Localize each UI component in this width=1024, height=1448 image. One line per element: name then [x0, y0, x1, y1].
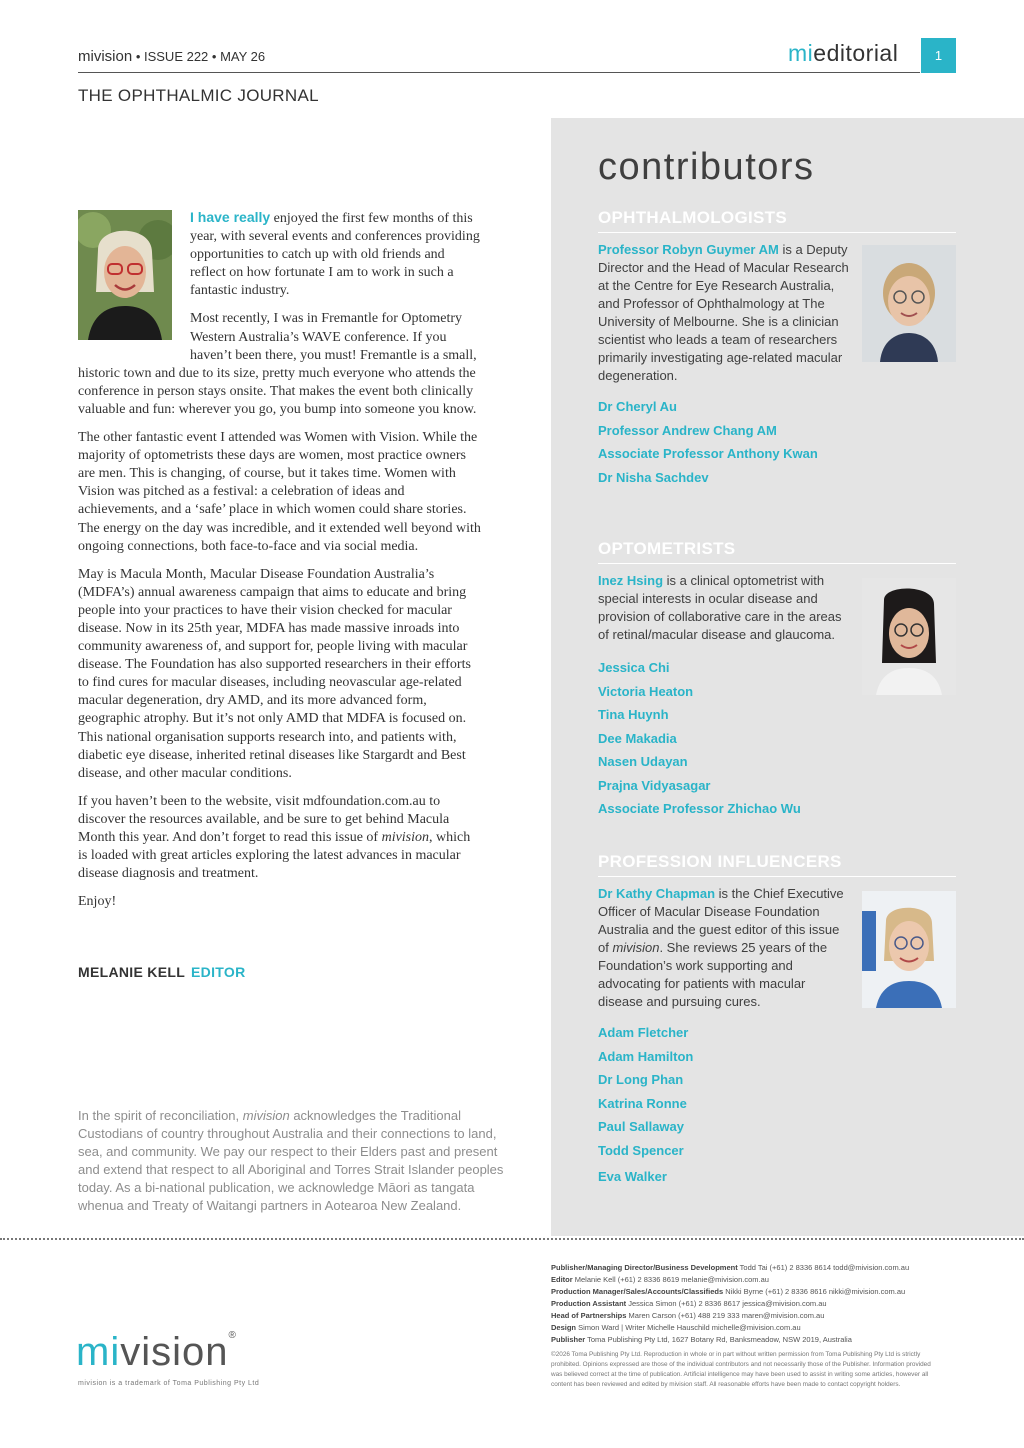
issue-line [78, 48, 265, 65]
journal-name: THE OPHTHALMIC JOURNAL [78, 86, 319, 105]
credit-detail: Jessica Simon (+61) 2 8336 8617 jessica@mivision.com.au [628, 1299, 827, 1308]
paragraph-text: enjoyed the first few months of this year, with several events and conferences providing opportunities to catch up with old friends and reflect on how fortunate I am to work in such a fantastic industry. [190, 211, 480, 299]
contributor-name: Paul Sallaway [598, 1119, 684, 1134]
lead-bio-title: mivision [612, 940, 660, 955]
credit-line [551, 1310, 951, 1322]
lead-bio [598, 572, 850, 644]
section-heading: OPTOMETRISTS [598, 539, 956, 564]
credit-detail: Maren Carson (+61) 488 219 333 maren@mivision.com.au [628, 1311, 825, 1320]
lead-name: Dr Kathy Chapman [598, 886, 716, 901]
lead-in: I have really [190, 209, 271, 225]
paragraph: Enjoy! [78, 894, 117, 910]
portrait-photo-inez-hsing [862, 578, 956, 695]
paragraph-text: , which is loaded with great articles exploring the latest advances in macular disease diagnosis and treatment. [78, 830, 471, 882]
contributor-name: Associate Professor Anthony Kwan [598, 446, 818, 461]
section-title [788, 40, 898, 67]
contributor-name: Dee Makadia [598, 730, 677, 746]
contributor-name: Dr Long Phan [598, 1072, 684, 1087]
credit-detail: Melanie Kell (+61) 2 8336 8619 melanie@mivision.com.au [574, 1275, 769, 1284]
mivision-logo [76, 1330, 237, 1375]
credit-role: Head of Partnerships [551, 1311, 627, 1320]
legal-notice: ©2026 Toma Publishing Pty Ltd. Reproduction in whole or in part without written permission from Toma Publishing Pty Ltd is strictly prohibited. Opinions expressed are those of the individual contributors and not necessarily those of the Publisher. Information provided was believed correct at the time of publication. Artificial intelligence may have been used to assist in writing some articles, however all content has been reviewed and edited by mivision staff. All reasonable efforts have been made to contact copyright holders. [551, 1351, 931, 1388]
portrait-photo-robyn-guymer [862, 245, 956, 362]
editor-signature [78, 964, 245, 980]
section-heading: OPHTHALMOLOGISTS [598, 208, 956, 233]
credit-detail: Todd Tai (+61) 2 8336 8614 todd@mivision.com.au [739, 1263, 910, 1272]
credit-role: Production Manager/Sales/Accounts/Classifieds [551, 1287, 724, 1296]
credit-detail: Nikki Byrne (+61) 2 8336 8616 nikki@mivision.com.au [725, 1287, 906, 1296]
section-heading: PROFESSION INFLUENCERS [598, 852, 956, 877]
page-number: 1 [921, 38, 956, 73]
contributor-list [598, 395, 956, 489]
lead-name: Inez Hsing [598, 573, 664, 588]
contributor-name: Todd Spencer [598, 1142, 684, 1158]
lead-contributor [598, 885, 956, 1011]
lead-bio-text: . She reviews 25 years of the Foundation’s work supporting and advocating for patients with macular disease and pursuing cures. [598, 940, 828, 1009]
section-optometrists [598, 539, 956, 821]
paragraph-text: If you haven’t been to the website, visit mdfoundation.com.au to discover the resources available, and be sure to get behind Macula Month this year. And don’t forget to read this issue of [78, 793, 450, 845]
credit-role: Publisher/Managing Director/Business Development [551, 1263, 738, 1272]
contributor-name: Jessica Chi [598, 660, 670, 675]
logo-vision: vision [120, 1330, 229, 1374]
paragraph: May is Macula Month, Macular Disease Foundation Australia’s (MDFA’s) annual awareness campaign that aims to educate and bring people into your practices to have their vision checked for macular disease. Now in its 25th year, MDFA has made massive inroads into community awareness of, and support for, people living with macular disease. The Foundation has also supported researchers in their efforts to find cures for macular diseases, including neovascular age-related macular degeneration, dry AMD, and its more advanced form, geographic atrophy. But it’s not only AMD that MDFA is focused on. This national organisation supports research into, and patients with, diabetic eye disease, inherited retinal diseases like Stargardt and Best disease, and other macular conditions. [78, 566, 471, 781]
lead-bio-text: is a Deputy Director and the Head of Macular Research at the Centre for Eye Research Australia, and Professor of Ophthalmology at The University of Melbourne. She is a clinician scientist who leads a team of researchers primarily investigating age-related macular degeneration. [598, 242, 849, 383]
ack-title: mivision [242, 1108, 290, 1123]
credit-role: Production Assistant [551, 1299, 627, 1308]
contributor-name: Prajna Vidyasagar [598, 777, 711, 793]
credit-line [551, 1322, 951, 1334]
credit-line [551, 1262, 951, 1274]
portrait-photo-kathy-chapman [862, 891, 956, 1008]
brand-name: mivision [78, 48, 133, 65]
contributor-name: Professor Andrew Chang AM [598, 422, 777, 438]
editor-name: MELANIE KELL [78, 964, 186, 980]
contributor-name: Adam Hamilton [598, 1048, 694, 1064]
lead-name: Professor Robyn Guymer AM [598, 242, 779, 257]
contributor-name: Dr Cheryl Au [598, 399, 677, 414]
paragraph: The other fantastic event I attended was Women with Vision. While the majority of optometrists these days are women, most practice owners are men. This is changing, of course, but it takes time. Women with Vision was pitched as a festival: a celebration of ideas and achievements, and a ‘safe’ place in which women could share stories. The energy on the day was incredible, and it extended well beyond with ongoing connections, both face-to-face and via social media. [78, 430, 481, 554]
contributor-name: Nasen Udayan [598, 754, 688, 769]
contributors-title: contributors [598, 146, 815, 188]
paragraph [78, 793, 483, 883]
section-title-rest: editorial [813, 40, 899, 66]
credit-line [551, 1334, 951, 1346]
paragraph [78, 208, 483, 300]
header-rule [78, 72, 920, 73]
section-ophthalmologists [598, 208, 956, 489]
trademark-note: mivision is a trademark of Toma Publishing Pty Ltd [78, 1380, 260, 1387]
contributor-name: Victoria Heaton [598, 683, 694, 699]
credit-role: Editor [551, 1275, 573, 1284]
acknowledgement-of-country [78, 1107, 518, 1215]
magazine-title: mivision [381, 830, 430, 845]
contributor-list [598, 1021, 956, 1189]
lead-bio-text: is a clinical optometrist with special interests in ocular disease and provision of collaborative care in the areas of retinal/macular disease and glaucoma. [598, 573, 842, 642]
lead-bio [598, 241, 850, 385]
editorial-article [78, 208, 483, 921]
photo-spacer [78, 208, 190, 352]
paragraph: Most recently, I was in Fremantle for Optometry Western Australia’s WAVE conference. If you haven’t been there, you must! Fremantle is a small, historic town and due to its size, pretty much everyone who attends the conference in person stays onsite. That makes the event both clinically valuable and fun: wherever you go, you bump into someone you know. [78, 311, 477, 417]
contributor-name: Associate Professor Zhichao Wu [598, 801, 801, 816]
editor-role: EDITOR [191, 964, 246, 980]
logo-registered-mark: ® [228, 1330, 237, 1341]
footer-divider [0, 1238, 1024, 1240]
contributor-name: Dr Nisha Sachdev [598, 469, 709, 485]
logo-mi: mi [76, 1330, 121, 1374]
lead-bio-text: is the Chief Executive Officer of Macular Disease Foundation Australia and the guest editor of this issue of [598, 886, 844, 955]
credit-role: Publisher [551, 1335, 586, 1344]
section-title-mi: mi [788, 40, 814, 66]
credit-detail: Toma Publishing Pty Ltd, 1627 Botany Rd, Banksmeadow, NSW 2019, Australia [587, 1335, 852, 1344]
credit-line [551, 1274, 951, 1286]
lead-bio [598, 885, 850, 1011]
contributor-name: Adam Fletcher [598, 1025, 689, 1040]
contributor-name: Tina Huynh [598, 707, 669, 722]
lead-contributor [598, 572, 956, 644]
contributor-name: Katrina Ronne [598, 1095, 687, 1111]
credit-role: Design [551, 1323, 577, 1332]
contributor-name: Eva Walker [598, 1169, 667, 1184]
ack-text: acknowledges the Traditional Custodians of country throughout Australia and their connections to land, sea, and community. We pay our respect to their Elders past and present and extend that respect to all Aboriginal and Torres Strait Islander peoples today. As a bi-national publication, we acknowledge Māori as tangata whenua and Treaty of Waitangi partners in Aotearoa New Zealand. [78, 1108, 504, 1213]
ack-text: In the spirit of reconciliation, [78, 1108, 243, 1123]
section-profession-influencers [598, 852, 956, 1189]
credit-line [551, 1298, 951, 1310]
credit-detail: Simon Ward | Writer Michelle Hauschild michelle@mivision.com.au [578, 1323, 801, 1332]
credit-line [551, 1286, 951, 1298]
issue-info: • ISSUE 222 • MAY 26 [135, 49, 266, 64]
lead-contributor [598, 241, 956, 385]
masthead-credits [551, 1262, 951, 1346]
